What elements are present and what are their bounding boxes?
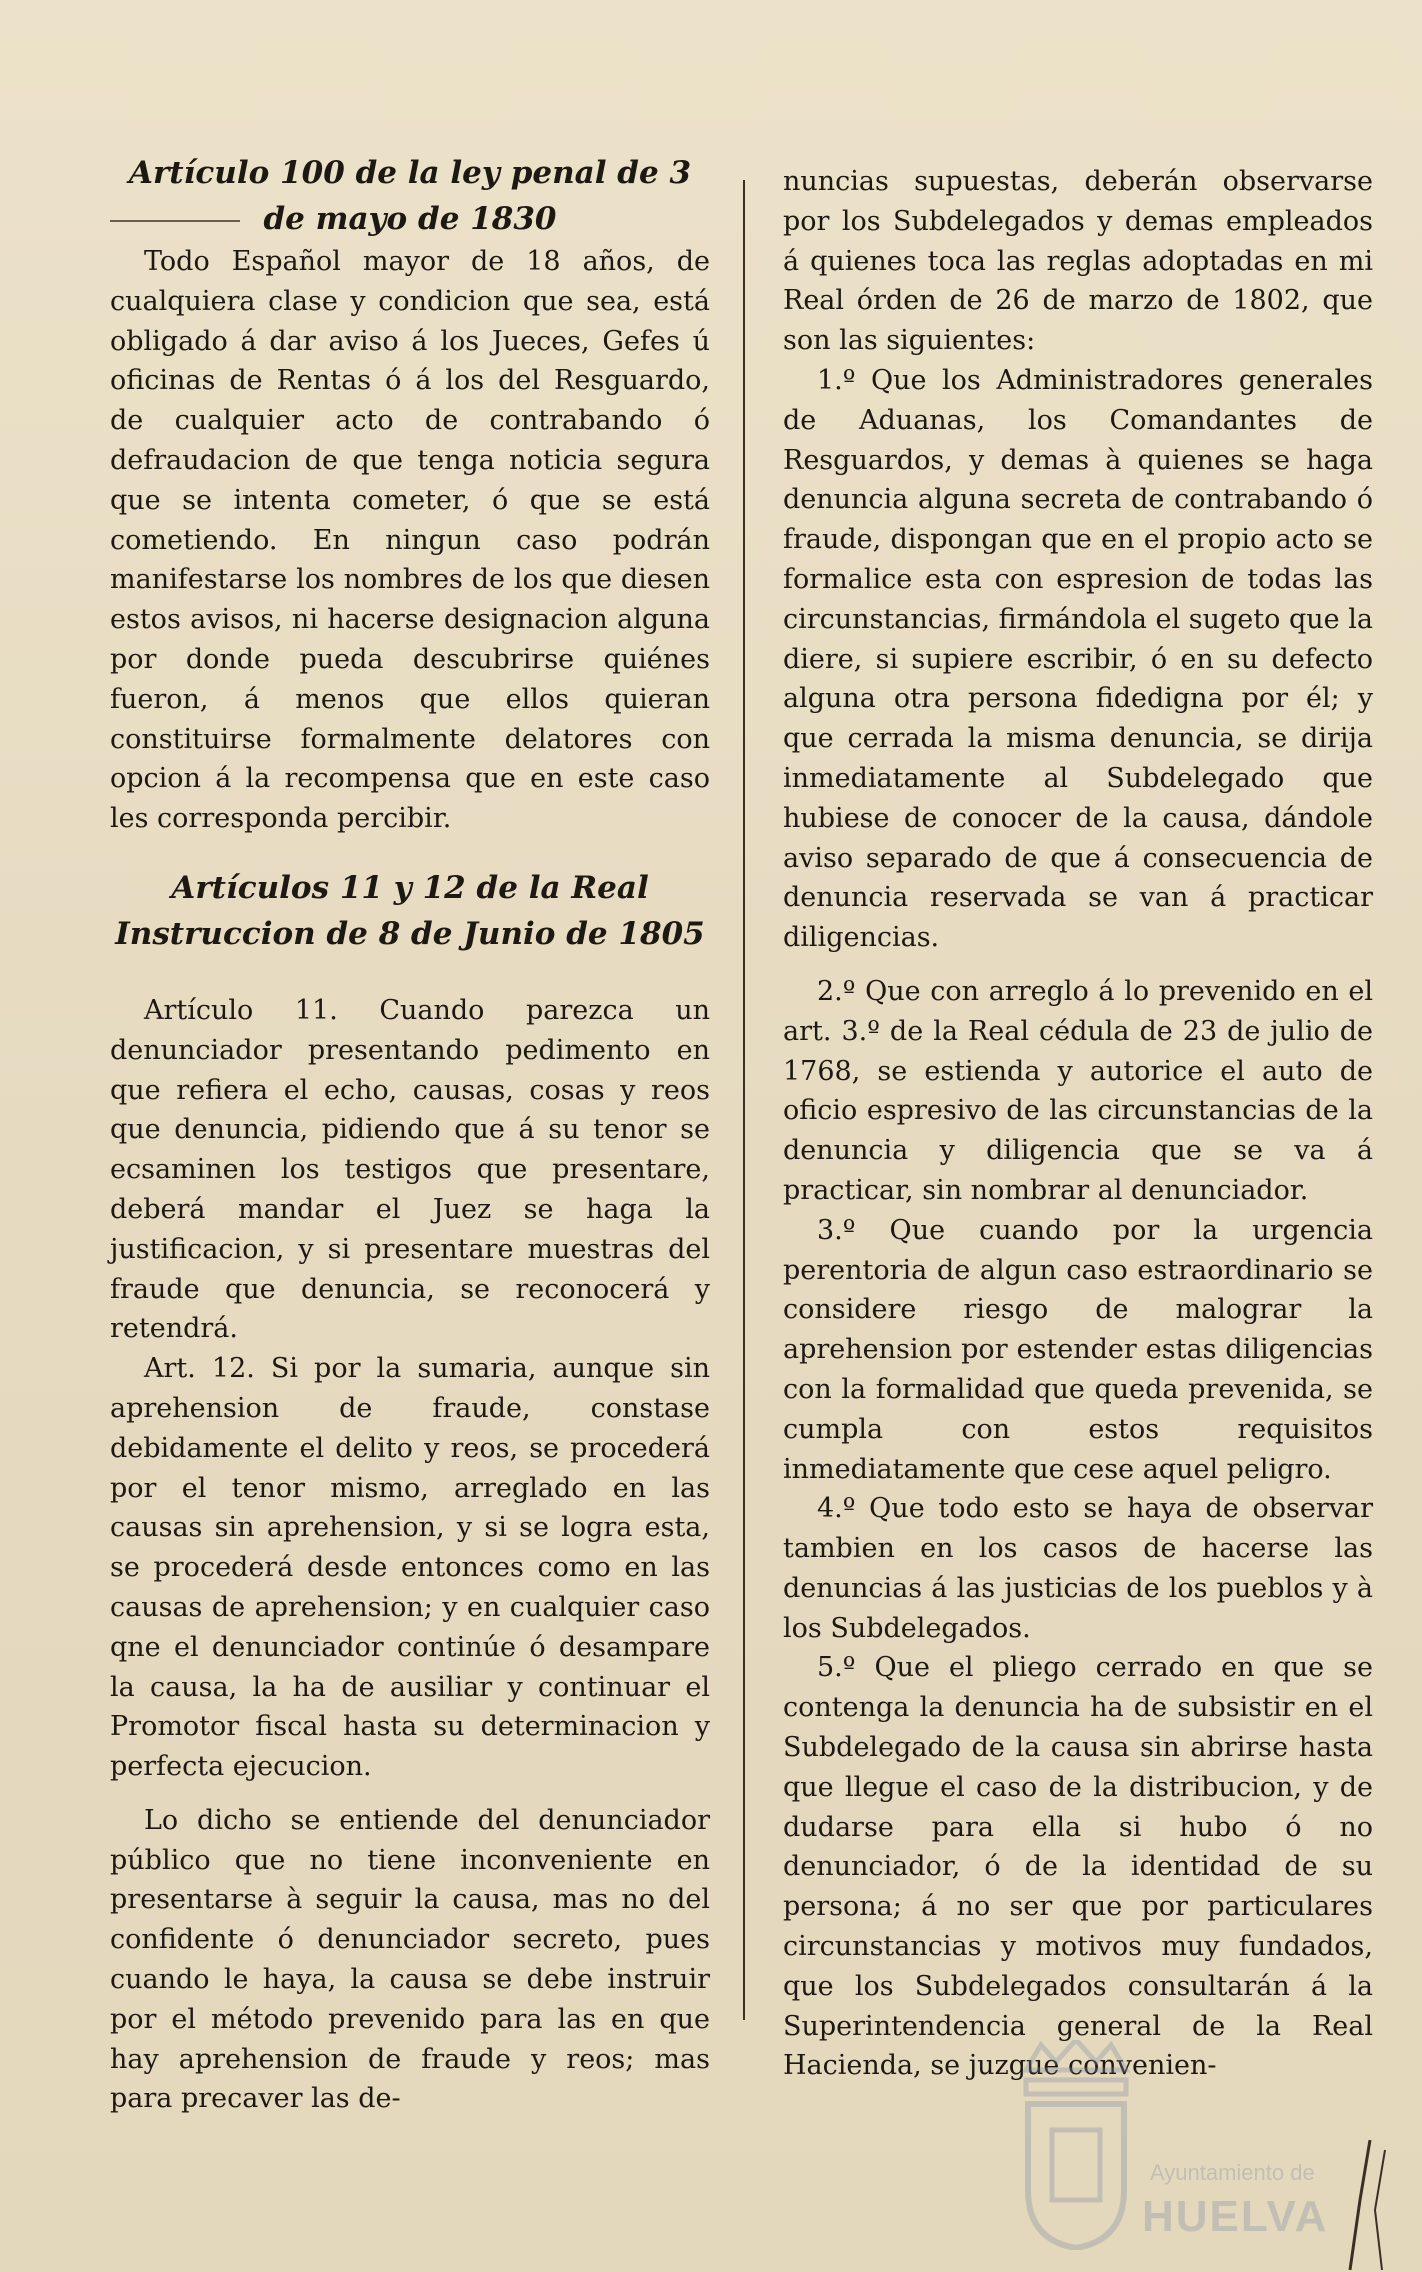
- watermark-text-bottom: HUELVA: [1142, 2192, 1329, 2241]
- right-column: [783, 162, 1373, 2086]
- list-item: 3.º Que cuando por la urgencia perentoria de algun caso estraordinario se considere riesgo de malograr la aprehension por estender estas diligencias con la formalidad que queda prevenida, se cumpla con estos requisitos inmediatamente que cese aquel peligro.: [783, 1214, 1373, 1485]
- list-item: 4.º Que todo esto se haya de observar tambien en los casos de hacerse las denuncias á las justicias de los pueblos y à los Subdelegados.: [783, 1493, 1373, 1644]
- heading-rule: [110, 220, 240, 222]
- left-column: [110, 150, 710, 2119]
- torn-edge-mark: [1330, 2140, 1400, 2270]
- paragraph: Artículo 11. Cuando parezca un denunciador presentando pedimento en que refiera el echo, causas, cosas y reos que denuncia, pidiendo que á su tenor se ecsaminen los testigos que presentare, deberá mandar el Juez se haga la justificacion, y si presentare muestras del fraude que denuncia, se reconocerá y retendrá.: [110, 994, 710, 1345]
- list-item: 5.º Que el pliego cerrado en que se contenga la denuncia ha de subsistir en el Subdelegado de la causa sin abrirse hasta que llegue el caso de la distribucion, y de dudarse para ella si hubo ó no denunciador, ó de la identidad de su persona; á no ser que por particulares circunstancias y motivos muy fundados, que los Subdelegados consultarán á la Superintendencia general de la Real Hacienda, se juzgue convenien-: [783, 1652, 1373, 2082]
- list-item: 2.º Que con arreglo á lo prevenido en el art. 3.º de la Real cédula de 23 de julio de 1768, se estienda y autorice el auto de oficio espresivo de las circunstancias de la denuncia y diligencia que se va á practicar, sin nombrar al denunciador.: [783, 975, 1373, 1206]
- paragraph: Lo dicho se entiende del denunciador público que no tiene inconveniente en presentarse à seguir la causa, mas no del confidente ó denunciador secreto, pues cuando le haya, la causa se debe instruir por el método prevenido para las en que hay aprehension de fraude y reos; mas para precaver las de-: [110, 1804, 710, 2115]
- heading-article-100: Artículo 100 de la ley penal de 3 de mayo de 1830: [128, 155, 692, 237]
- paragraph: nuncias supuestas, deberán observarse por los Subdelegados y demas empleados á quienes toca las reglas adoptadas en mi Real órden de 26 de marzo de 1802, que son las siguientes:: [783, 166, 1373, 357]
- paragraph: Todo Español mayor de 18 años, de cualquiera clase y condicion que sea, está obligado á dar aviso á los Jueces, Gefes ú oficinas de Rentas ó á los del Resguardo, de cualquier acto de contrabando ó defraudacion de que tenga noticia segura que se intenta cometer, ó que se está cometiendo. En ningun caso podrán manifestarse los nombres de los que diesen estos avisos, ni hacerse designacion alguna por donde pueda descubrirse quiénes fueron, á menos que ellos quieran constituirse formalmente delatores con opcion á la recompensa que en este caso les corresponda percibir.: [110, 246, 710, 835]
- paragraph: Art. 12. Si por la sumaria, aunque sin aprehension de fraude, constase debidamente el delito y reos, se procederá por el tenor mismo, arreglado en las causas sin aprehension, y si se logra esta, se procederá desde entonces como en las causas de aprehension; y en cualquier caso qne el denunciador continúe ó desampare la causa, la ha de ausiliar y continuar el Promotor fiscal hasta su determinacion y perfecta ejecucion.: [110, 1353, 710, 1783]
- list-item: 1.º Que los Administradores generales de Aduanas, los Comandantes de Resguardos, y demas à quienes se haga denuncia alguna secreta de contrabando ó fraude, dispongan que en el propio acto se formalice esta con espresion de todas las circunstancias, firmándola el sugeto que la diere, si supiere escribir, ó en su defecto alguna otra persona fidedigna por él; y que cerrada la misma denuncia, se dirija inmediatamente al Subdelegado que hubiese de conocer de la causa, dándole aviso separado de que á consecuencia de denuncia reservada se van á practicar diligencias.: [783, 364, 1373, 954]
- crown-shield-icon: [1016, 2040, 1136, 2250]
- column-divider: [743, 180, 745, 2020]
- watermark-text-top: Ayuntamiento de: [1150, 2160, 1315, 2185]
- heading-articles-11-12: Artículos 11 y 12 de la Real Instruccion de 8 de Junio de 1805: [115, 869, 705, 952]
